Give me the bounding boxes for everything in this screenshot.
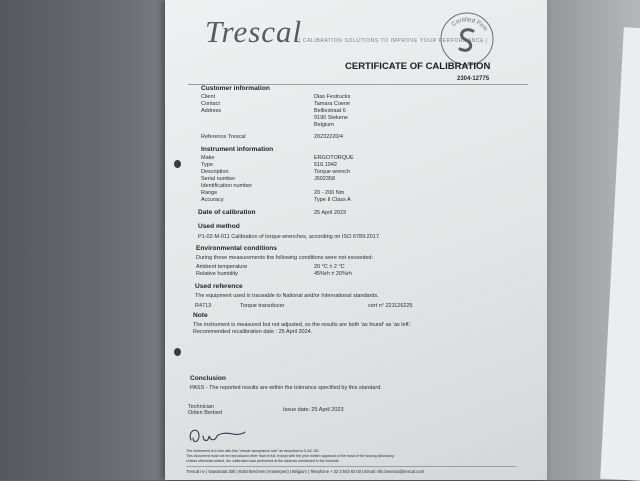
environment-heading: Environmental conditions xyxy=(196,245,277,252)
customer-label: Contact xyxy=(201,101,220,107)
instrument-value: 516.1942 xyxy=(314,162,337,168)
logo-tagline: | CALIBRATION SOLUTIONS TO IMPROVE YOUR PERFORMANCE | xyxy=(299,38,489,44)
customer-label: Address xyxy=(201,108,222,114)
calibration-date-label: Date of calibration xyxy=(198,209,256,216)
footer-divider xyxy=(186,466,516,467)
environment-value: 45%rh ± 20%rh xyxy=(314,271,352,277)
method-heading: Used method xyxy=(198,223,240,230)
customer-address-line: 9190 Stekene xyxy=(314,115,348,121)
instrument-value: J602358 xyxy=(314,176,336,182)
environment-label: Relative humidity xyxy=(196,271,238,277)
footer-address: Trescal nv | Vaasstraat 200 | 9160 Berchem (Antwerpen) | Belgium | Telephone + 32 3 543 63 00 | Email: info.benelux@trescal.com xyxy=(186,469,424,474)
reference-cert: cert n° 221126225 xyxy=(368,303,413,309)
instrument-label: Make xyxy=(201,155,215,161)
customer-label: Client xyxy=(201,94,216,100)
reference-heading: Used reference xyxy=(195,283,243,290)
footer-fineprint: Unless otherwise stated, the calibration was performed at the address mentioned in the footnote. xyxy=(186,459,340,463)
punch-hole-icon xyxy=(174,160,181,168)
reference-trescal-label: Reference Trescal xyxy=(201,134,246,140)
footer-fineprint: The instrument is in line with this "simple acceptance rule" as described in ILAC-G8. xyxy=(186,449,320,453)
instrument-label: Accuracy xyxy=(201,197,224,203)
recalibration-date: Recommended recalibration date : 25 April 2024. xyxy=(193,329,313,335)
certificate-title: CERTIFICATE OF CALIBRATION xyxy=(345,61,491,72)
note-line: The instrument is measured but not adjusted, so the results are both 'as found' as 'as left'. xyxy=(193,322,412,328)
technician-role: Technician xyxy=(188,404,214,410)
calibration-date-value: 25 April 2023 xyxy=(314,210,347,216)
customer-address-line: Belgium xyxy=(314,122,334,128)
instrument-value: Torque wrench xyxy=(314,169,351,175)
instrument-value: 20 - 200 Nm xyxy=(314,190,345,196)
issue-date: Issue date: 25 April 2023 xyxy=(283,407,344,413)
conclusion-text: PASS - The reported results are within the tolerance specified by this standard. xyxy=(190,385,382,391)
footer-fineprint: This document must not be reproduced other than in full, except with the prior written approval of the head of the issuing laboratory. xyxy=(186,454,395,458)
technician-name: Orlien Berbert xyxy=(188,410,223,416)
trescal-logo: Trescal xyxy=(205,14,303,49)
method-text: P1-02-M-011 Calibration of torque wrenches, according on ISO 6789:2017. xyxy=(198,234,381,240)
customer-value: Tamara Coene xyxy=(314,101,351,107)
punch-hole-icon xyxy=(174,348,181,356)
customer-value: Belliestraat 6 xyxy=(314,108,346,114)
environment-label: Ambient temperature xyxy=(196,264,248,270)
customer-heading: Customer information xyxy=(201,85,270,92)
technician-signature xyxy=(185,422,247,448)
instrument-label: Serial number xyxy=(201,176,236,182)
certification-seal-icon xyxy=(438,10,496,68)
environment-intro: During these measurements the following conditions were not exceeded: xyxy=(196,255,374,261)
reference-trescal-value: 20232220/4 xyxy=(314,134,344,140)
environment-value: 20 °C ± 2 °C xyxy=(314,264,345,270)
instrument-label: Range xyxy=(201,190,218,196)
instrument-label: Identification number xyxy=(201,183,253,189)
conclusion-heading: Conclusion xyxy=(190,375,226,382)
instrument-heading: Instrument information xyxy=(201,146,274,153)
reference-intro: The equipment used is traceable to National and/or International standards. xyxy=(195,293,379,299)
reference-name: Torque transducer xyxy=(240,303,285,309)
instrument-label: Description xyxy=(201,169,229,175)
reference-id: R4713 xyxy=(195,303,212,309)
instrument-label: Type xyxy=(201,162,213,168)
customer-value: Dias Festrucks xyxy=(314,94,351,100)
instrument-value: Type II Class A xyxy=(314,197,351,203)
desk-surface-left xyxy=(0,0,175,480)
instrument-value: ERGOTORQUE xyxy=(314,155,354,161)
seal-text: Certified Firm xyxy=(451,17,489,33)
note-heading: Note xyxy=(193,312,208,319)
certificate-number: 2304-12775 xyxy=(457,76,490,82)
